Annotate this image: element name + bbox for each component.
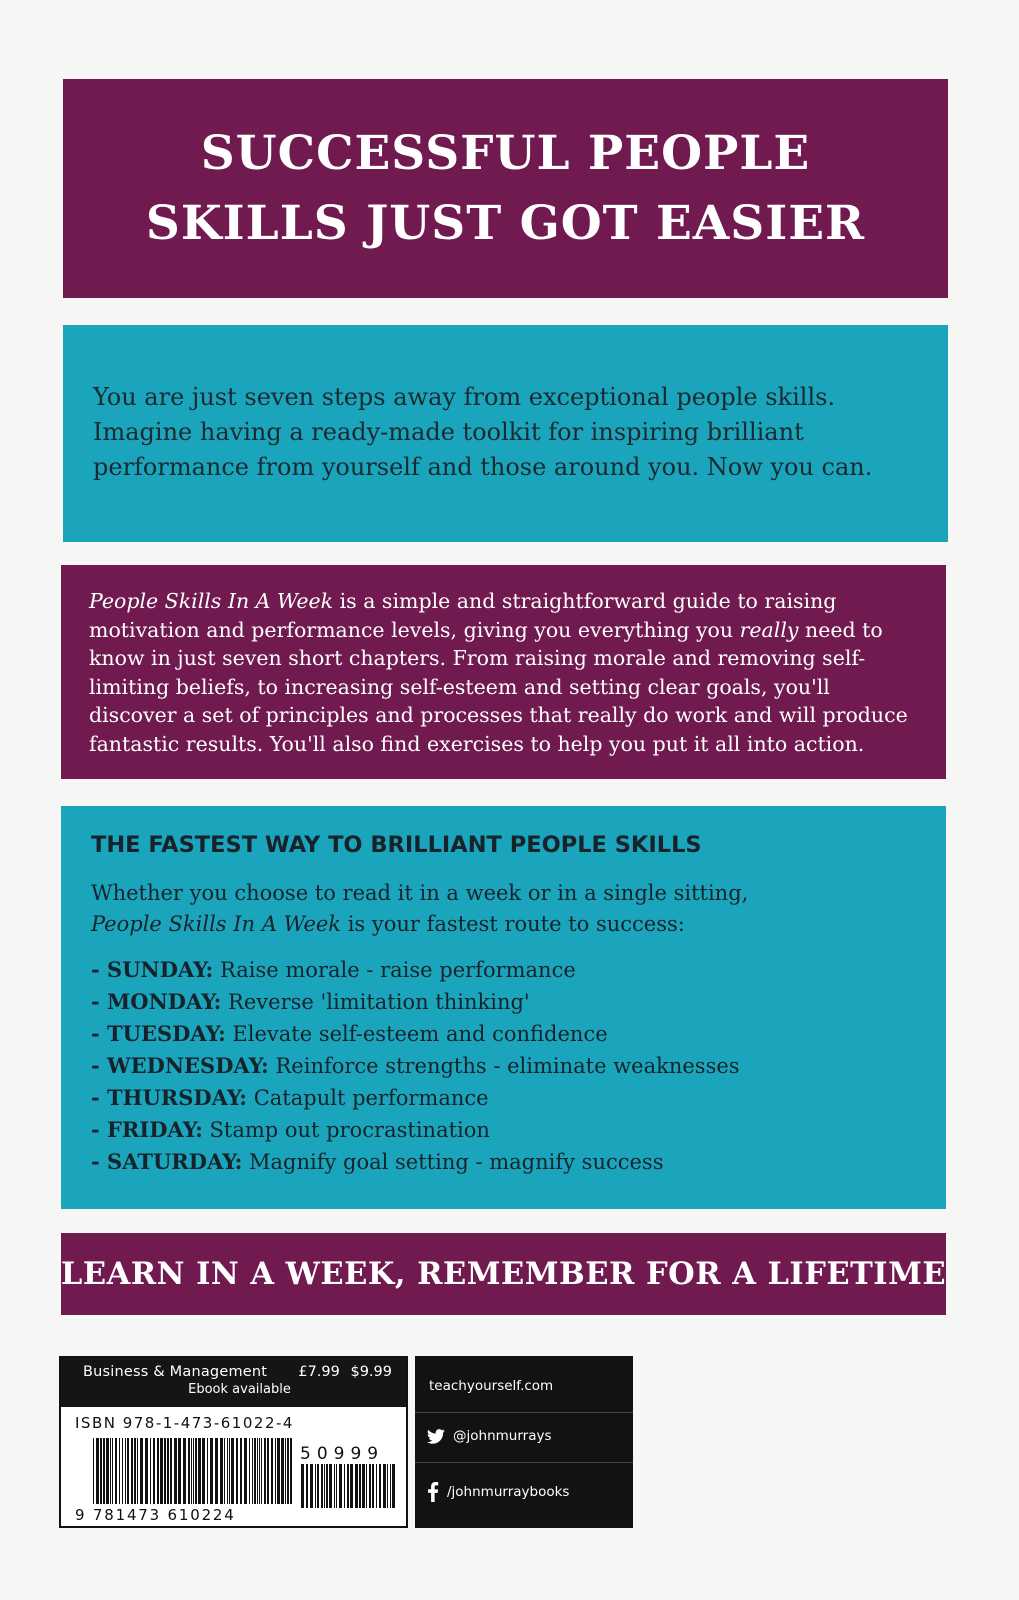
barcode-bar <box>390 1464 391 1508</box>
barcode-bar <box>210 1438 213 1504</box>
day-item-friday <box>91 1114 916 1146</box>
barcode-bar <box>372 1464 374 1508</box>
headline-line-2: SKILLS JUST GOT EASIER <box>145 195 866 251</box>
barcode-bar <box>287 1438 289 1504</box>
barcode-bar <box>347 1464 349 1508</box>
barcode-bar <box>202 1438 205 1504</box>
barcode-bar <box>310 1464 313 1508</box>
barcode-bar <box>164 1438 166 1504</box>
isbn-label: ISBN 978-1-473-61022-4 <box>75 1414 294 1432</box>
description-part-2: need to know in just seven short chapters. From raising morale and removing self-limiting beliefs, to increasing self-esteem and setting clear goals, you'll discover a set of principles and processes that really do work and will produce fantastic results. You'll also find exercises to help you put it all into action. <box>89 617 908 756</box>
barcode-bar <box>362 1464 365 1508</box>
fastest-intro-part-1: Whether you choose to read it in a week or in a single sitting, <box>91 881 749 905</box>
barcode-bar <box>127 1438 129 1504</box>
barcode-bar <box>167 1438 169 1504</box>
barcode-bar <box>183 1438 186 1504</box>
barcode-bar <box>231 1438 234 1504</box>
fastest-intro-title: People Skills In A Week <box>91 912 342 936</box>
category-label: Business & Management <box>83 1364 268 1380</box>
barcode-bar <box>100 1438 102 1504</box>
barcode-bar <box>306 1464 308 1508</box>
day-item-sunday <box>91 954 916 986</box>
social-box <box>415 1356 633 1528</box>
website-link[interactable]: teachyourself.com <box>429 1378 554 1394</box>
book-title-italic: People Skills In A Week <box>89 589 334 613</box>
barcode-bar <box>178 1438 181 1504</box>
barcode-bar <box>103 1438 105 1504</box>
barcode-bar <box>229 1438 230 1504</box>
barcode-header <box>61 1358 406 1407</box>
barcode-bar <box>301 1464 304 1508</box>
barcode-bar <box>350 1464 353 1508</box>
day-name: - MONDAY: <box>91 989 222 1014</box>
day-item-wednesday <box>91 1050 916 1082</box>
day-list <box>91 954 916 1178</box>
barcode-bar <box>174 1438 177 1504</box>
barcode-bar <box>252 1438 253 1504</box>
day-item-monday <box>91 986 916 1018</box>
tagline-panel <box>61 1233 946 1315</box>
day-item-saturday <box>91 1146 916 1178</box>
barcode-bar <box>134 1438 136 1504</box>
barcode-bar <box>193 1438 194 1504</box>
barcode-bar <box>264 1438 266 1504</box>
description-emphasis: really <box>739 617 799 642</box>
day-text: Reinforce strengths - eliminate weaknesses <box>268 1054 740 1078</box>
barcode-bar <box>96 1438 99 1504</box>
fastest-intro-part-2: is your fastest route to success: <box>341 912 685 936</box>
barcode-bar <box>339 1464 342 1508</box>
barcode-bar <box>281 1438 284 1504</box>
intro-text: You are just seven steps away from exceptional people skills. Imagine having a ready-made toolkit for inspiring brilliant performance from yourself and those around you. Now you can. <box>93 383 873 481</box>
barcode-bar <box>236 1438 238 1504</box>
price-label: £7.99 $9.99 <box>298 1364 392 1380</box>
twitter-handle: @johnmurrays <box>453 1428 552 1444</box>
day-item-thursday <box>91 1082 916 1114</box>
day-name: - SATURDAY: <box>91 1149 243 1174</box>
barcode-bar <box>115 1438 117 1504</box>
barcode-bar <box>131 1438 133 1504</box>
barcode-bar <box>191 1438 192 1504</box>
barcode-addon-bars <box>301 1464 397 1514</box>
barcode-bar <box>150 1438 151 1504</box>
social-divider <box>415 1412 633 1413</box>
barcode-bar <box>317 1464 319 1508</box>
twitter-icon <box>427 1429 445 1444</box>
barcode-bar <box>119 1438 120 1504</box>
barcode-bar <box>383 1464 386 1508</box>
barcode-bar <box>153 1438 155 1504</box>
barcode-bar <box>290 1438 292 1504</box>
facebook-handle: /johnmurraybooks <box>447 1484 570 1500</box>
barcode-bar <box>170 1438 172 1504</box>
barcode-bar <box>359 1464 361 1508</box>
barcode-bar <box>321 1464 323 1508</box>
barcode-bar <box>240 1438 242 1504</box>
barcode-bar <box>326 1464 328 1508</box>
barcode-bar <box>259 1438 260 1504</box>
fastest-panel <box>61 806 946 1209</box>
barcode-bar <box>392 1464 395 1508</box>
barcode-bar <box>188 1438 190 1504</box>
barcode-bar <box>125 1438 126 1504</box>
headline-panel <box>63 79 948 298</box>
barcode-bar <box>261 1438 262 1504</box>
barcode-bar <box>275 1438 276 1504</box>
barcode-bar <box>366 1464 367 1508</box>
barcode-bar <box>207 1438 208 1504</box>
barcode-bar <box>112 1438 113 1504</box>
social-divider <box>415 1462 633 1463</box>
tagline: LEARN IN A WEEK, REMEMBER FOR A LIFETIME <box>60 1256 947 1292</box>
barcode-bar <box>257 1438 258 1504</box>
barcode-bar <box>249 1438 250 1504</box>
day-name: - TUESDAY: <box>91 1021 226 1046</box>
barcode-bar <box>110 1438 111 1504</box>
facebook-row[interactable] <box>427 1482 569 1502</box>
barcode-bar <box>379 1464 381 1508</box>
day-text: Raise morale - raise performance <box>213 958 576 982</box>
fastest-heading: THE FASTEST WAY TO BRILLIANT PEOPLE SKILLS <box>91 832 702 858</box>
barcode-bar <box>227 1438 228 1504</box>
barcode-bar <box>224 1438 225 1504</box>
barcode-bar <box>271 1438 273 1504</box>
barcode-bar <box>369 1464 371 1508</box>
barcode-bar <box>215 1438 218 1504</box>
barcode-bar <box>285 1438 286 1504</box>
twitter-row[interactable] <box>427 1428 552 1444</box>
barcode-digits: 9 781473 610224 <box>75 1506 236 1524</box>
headline-line-1: SUCCESSFUL PEOPLE <box>200 125 811 181</box>
day-text: Catapult performance <box>247 1086 489 1110</box>
barcode-addon-number: 50999 <box>300 1444 385 1464</box>
barcode-bar <box>220 1438 223 1504</box>
barcode-bar <box>315 1464 316 1508</box>
barcode-bar <box>334 1464 335 1508</box>
barcode-bar <box>244 1438 247 1504</box>
barcode-bar <box>198 1438 201 1504</box>
description-panel <box>61 565 946 779</box>
barcode-bar <box>267 1438 269 1504</box>
day-name: - FRIDAY: <box>91 1117 203 1142</box>
barcode-bar <box>106 1438 109 1504</box>
day-text: Magnify goal setting - magnify success <box>242 1150 664 1174</box>
barcode-bar <box>324 1464 325 1508</box>
barcode-bar <box>157 1438 159 1504</box>
day-name: - THURSDAY: <box>91 1085 248 1110</box>
day-name: - WEDNESDAY: <box>91 1053 269 1078</box>
barcode-bar <box>122 1438 123 1504</box>
day-text: Reverse 'limitation thinking' <box>221 990 530 1014</box>
barcode-bar <box>344 1464 345 1508</box>
day-name: - SUNDAY: <box>91 957 214 982</box>
barcode-bar <box>336 1464 337 1508</box>
barcode-bar <box>195 1438 197 1504</box>
barcode-bars <box>93 1438 293 1514</box>
description-part-1: is a simple and straightforward guide to raising motivation and performance levels, giving you everything you <box>89 589 837 642</box>
barcode-bar <box>137 1438 138 1504</box>
day-text: Elevate self-esteem and confidence <box>225 1022 608 1046</box>
ebook-label: Ebook available <box>188 1382 291 1397</box>
barcode-bar <box>145 1438 148 1504</box>
barcode-bar <box>93 1438 94 1504</box>
barcode-bar <box>277 1438 280 1504</box>
barcode-bar <box>387 1464 388 1508</box>
barcode-box <box>59 1356 408 1528</box>
barcode-bar <box>160 1438 163 1504</box>
barcode-bar <box>254 1438 256 1504</box>
day-text: Stamp out procrastination <box>202 1118 490 1142</box>
description-text <box>89 587 918 758</box>
barcode-bar <box>376 1464 377 1508</box>
barcode-bar <box>140 1438 143 1504</box>
facebook-icon <box>427 1482 439 1502</box>
barcode-bar <box>329 1464 332 1508</box>
fastest-intro <box>91 878 916 940</box>
barcode-bar <box>355 1464 358 1508</box>
day-item-tuesday <box>91 1018 916 1050</box>
intro-panel <box>63 325 948 542</box>
